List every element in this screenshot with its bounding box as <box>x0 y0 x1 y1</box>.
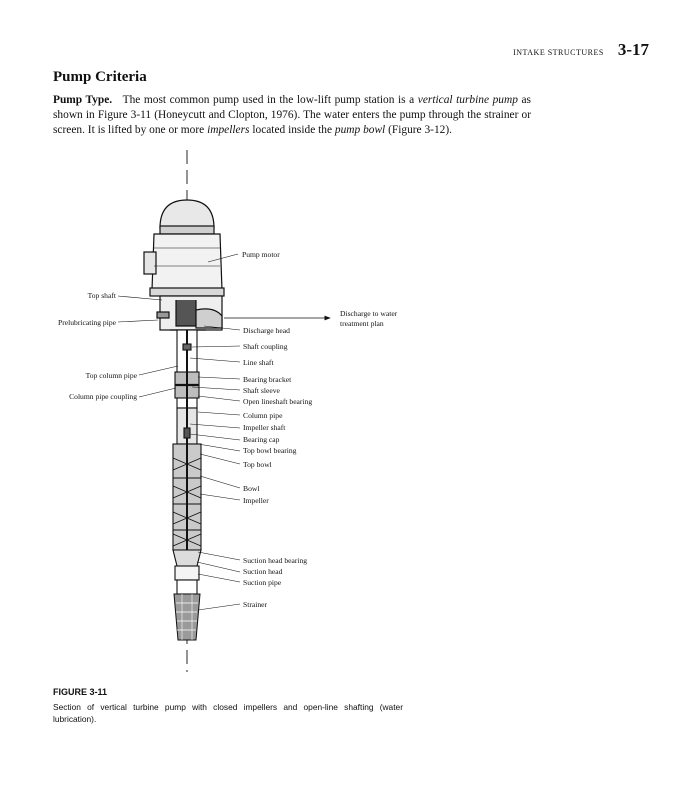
page-number: 3-17 <box>617 40 649 59</box>
bowl-assembly-drawing <box>173 444 201 550</box>
label-suction-head-bearing: Suction head bearing <box>243 556 308 565</box>
label-shaft-sleeve: Shaft sleeve <box>243 386 280 395</box>
discharge-head-drawing <box>157 296 222 330</box>
label-strainer: Strainer <box>243 600 268 609</box>
label-column-pipe: Column pipe <box>243 411 283 420</box>
label-bearing-bracket: Bearing bracket <box>243 375 292 384</box>
label-top-column-pipe: Top column pipe <box>85 371 137 380</box>
paragraph-text-1: The most common pump used in the low-lift pump station is a <box>122 94 415 106</box>
label-impeller: Impeller <box>243 496 269 505</box>
column-pipe-lower-drawing <box>177 408 197 444</box>
label-discharge-line-1: Discharge to water <box>340 309 398 318</box>
label-column-pipe-coupling: Column pipe coupling <box>69 392 137 401</box>
paragraph-text-2: as shown in Figure 3-11 (Honeycutt and Clopton, 1976). The water enters the pump through the strainer or screen. It is lifted by one or more <box>53 94 531 136</box>
paragraph-lead: Pump Type. <box>53 94 113 106</box>
strainer-drawing <box>174 594 200 640</box>
label-suction-head: Suction head <box>243 567 283 576</box>
pump-motor-drawing <box>144 200 224 296</box>
figure-caption-title: FIGURE 3-11 <box>53 687 108 697</box>
label-top-bowl-bearing: Top bowl bearing <box>243 446 297 455</box>
section-title: Pump Criteria <box>53 69 147 85</box>
suction-drawing <box>173 550 201 594</box>
column-pipe-upper-drawing <box>175 330 199 408</box>
label-bearing-cap: Bearing cap <box>243 435 280 444</box>
emphasis-pump-bowl: pump bowl <box>334 124 386 136</box>
label-suction-pipe: Suction pipe <box>243 578 282 587</box>
label-discharge-line-2: treatment plan <box>340 319 384 328</box>
paragraph-text-4: (Figure 3-12). <box>388 124 452 136</box>
label-bowl: Bowl <box>243 484 260 493</box>
chapter-title: INTAKE STRUCTURES <box>513 48 604 57</box>
label-top-bowl: Top bowl <box>243 460 272 469</box>
figure-caption-text: Section of vertical turbine pump with closed impellers and open-line shafting (water lubrication). <box>53 702 403 724</box>
emphasis-vertical-turbine-pump: vertical turbine pump <box>417 94 518 106</box>
emphasis-impellers: impellers <box>207 124 250 136</box>
label-discharge-head: Discharge head <box>243 326 290 335</box>
paragraph-text-3: located inside the <box>252 124 333 136</box>
label-shaft-coupling: Shaft coupling <box>243 342 288 351</box>
label-open-lineshaft-bearing: Open lineshaft bearing <box>243 397 313 406</box>
label-pump-motor: Pump motor <box>242 250 280 259</box>
label-prelubricating-pipe: Prelubricating pipe <box>58 318 116 327</box>
label-top-shaft: Top shaft <box>87 291 116 300</box>
label-line-shaft: Line shaft <box>243 358 274 367</box>
label-impeller-shaft: Impeller shaft <box>243 423 286 432</box>
